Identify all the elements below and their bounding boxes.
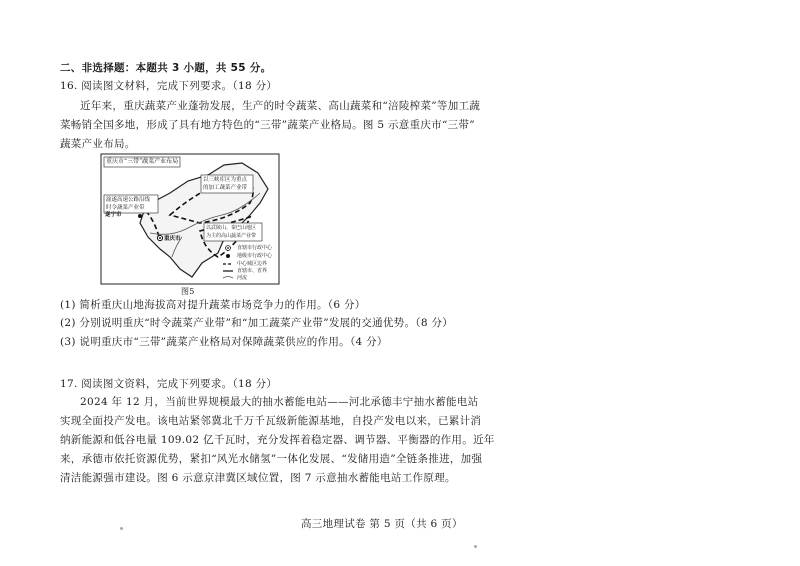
question-17-paragraph-line: 来，承德市依托资源优势，紧扣“风光水储氢”一体化发展、“发储用造”全链条推进，加强 xyxy=(60,453,483,465)
legend-item: 地级市行政中心 xyxy=(237,253,273,259)
question-16-sub-2: (2) 分别说明重庆“时令蔬菜产业带”和“加工蔬菜产业带”发展的交通优势。（8 分） xyxy=(60,317,454,329)
scan-speck xyxy=(120,527,123,530)
legend-item: 直辖市行政中心 xyxy=(237,245,273,251)
map-label-processing-belt: 的加工蔬菜产业带 xyxy=(203,185,248,191)
map-city-chongqing: 重庆市 xyxy=(164,236,181,242)
question-16-paragraph-line: 近年来，重庆蔬菜产业蓬勃发展，生产的时令蔬菜、高山蔬菜和“涪陵榨菜”等加工蔬 xyxy=(80,100,481,112)
map-city-suining: 遂宁市 xyxy=(105,212,122,218)
question-16-paragraph-line: 菜畅销全国多地，形成了具有地方特色的“三带”蔬菜产业格局。图 5 示意重庆市“三带” xyxy=(60,119,475,131)
map-label-seasonal-belt: 渝遂高速公路沿线 xyxy=(106,197,151,203)
question-16-paragraph-line: 蔬菜产业布局。 xyxy=(60,138,136,150)
question-16-stem: 16. 阅读图文材料，完成下列要求。（18 分） xyxy=(60,80,278,92)
question-17-paragraph-line: 清洁能源强市建设。图 6 示意京津冀区域位置，图 7 示意抽水蓄能电站工作原理。 xyxy=(60,472,456,484)
question-17-paragraph-line: 实现全面投产发电。该电站紧邻冀北千万千瓦级新能源基地，自投产发电以来，已累计消 xyxy=(60,415,482,427)
map-label-processing-belt: 以三峡库区为重点 xyxy=(203,177,248,183)
map-label-seasonal-belt: 时令蔬菜产业带 xyxy=(106,205,145,211)
figure-5-map xyxy=(100,153,280,286)
legend-item: 中心城区边界 xyxy=(237,261,268,267)
question-17-stem: 17. 阅读图文资料，完成下列要求。（18 分） xyxy=(60,378,278,390)
question-16-sub-1: (1) 简析重庆山地海拔高对提升蔬菜市场竞争力的作用。（6 分） xyxy=(60,299,366,311)
legend-item: 河流 xyxy=(237,275,248,281)
question-16-sub-3: (3) 说明重庆市“三带”蔬菜产业格局对保障蔬菜供应的作用。（4 分） xyxy=(60,336,388,348)
figure-5-caption: 图5 xyxy=(181,287,195,296)
map-label-highland-belt: 以武陵山、秦巴山地区 xyxy=(206,225,257,231)
legend-item: 直辖市、省界 xyxy=(237,268,268,274)
question-17-paragraph-line: 纳新能源和低谷电量 109.02 亿千瓦时，充分发挥着稳定器、调节器、平衡器的作用。近年 xyxy=(60,434,495,446)
map-label-highland-belt: 为主的高山蔬菜产业带 xyxy=(206,233,257,239)
page-footer: 高三地理试卷 第 5 页（共 6 页） xyxy=(301,518,463,530)
question-17-paragraph-line: 2024 年 12 月，当前世界规模最大的抽水蓄能电站——河北承德丰宁抽水蓄能电站 xyxy=(80,396,479,408)
map-title: 重庆市“三带”蔬菜产业布局 xyxy=(106,158,179,165)
scan-speck xyxy=(474,545,477,548)
section-heading: 二、非选择题：本题共 3 小题，共 55 分。 xyxy=(60,62,272,74)
